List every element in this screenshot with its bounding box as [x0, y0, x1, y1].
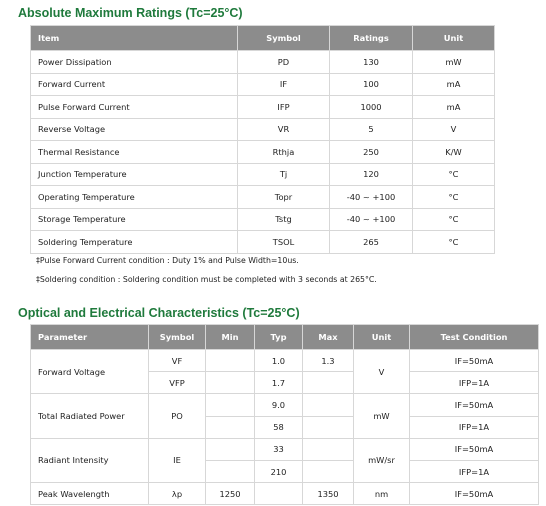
unit-cell: mA: [413, 73, 495, 96]
min-cell: [206, 460, 255, 482]
unit-cell: V: [354, 350, 410, 394]
symbol-cell: IE: [149, 438, 206, 482]
symbol-cell: VF: [149, 350, 206, 372]
max-cell: 1.3: [303, 350, 354, 372]
page-edge: [540, 0, 546, 506]
condition-cell: IF=50mA: [410, 483, 539, 505]
table-header-row: [31, 26, 495, 51]
header-unit: Unit: [413, 26, 495, 51]
unit-cell: mW: [413, 51, 495, 74]
symbol-cell: IFP: [238, 96, 330, 119]
unit-cell: V: [413, 118, 495, 141]
optical-table: [30, 324, 539, 505]
item-cell: Pulse Forward Current: [31, 96, 238, 119]
table-header-row: [31, 325, 539, 350]
max-cell: [303, 460, 354, 482]
typ-cell: [255, 483, 303, 505]
max-cell: [303, 394, 354, 416]
min-cell: [206, 350, 255, 372]
header-min: Min: [206, 325, 255, 350]
unit-cell: mW: [354, 394, 410, 438]
item-cell: Operating Temperature: [31, 186, 238, 209]
condition-cell: IFP=1A: [410, 460, 539, 482]
table-row: [31, 186, 495, 209]
max-cell: 1350: [303, 483, 354, 505]
symbol-cell: PD: [238, 51, 330, 74]
max-cell: [303, 438, 354, 460]
header-parameter: Parameter: [31, 325, 149, 350]
ratings-cell: 1000: [330, 96, 413, 119]
max-cell: [303, 416, 354, 438]
abs-max-title: Absolute Maximum Ratings (Tc=25°C): [18, 6, 243, 20]
unit-cell: °C: [413, 163, 495, 186]
item-cell: Storage Temperature: [31, 208, 238, 231]
unit-cell: °C: [413, 231, 495, 254]
param-forward-voltage: Forward Voltage: [31, 350, 149, 394]
typ-cell: 58: [255, 416, 303, 438]
min-cell: 1250: [206, 483, 255, 505]
symbol-cell: Topr: [238, 186, 330, 209]
table-row: [31, 141, 495, 164]
max-cell: [303, 372, 354, 394]
ratings-cell: 5: [330, 118, 413, 141]
item-cell: Power Dissipation: [31, 51, 238, 74]
symbol-cell: Tj: [238, 163, 330, 186]
unit-cell: °C: [413, 208, 495, 231]
typ-cell: 210: [255, 460, 303, 482]
ratings-cell: 250: [330, 141, 413, 164]
param-radiated-power: Total Radiated Power: [31, 394, 149, 438]
table-row: [31, 208, 495, 231]
header-typ: Typ: [255, 325, 303, 350]
param-radiant-intensity: Radiant Intensity: [31, 438, 149, 482]
table-row: [31, 350, 539, 372]
table-row: [31, 118, 495, 141]
header-test-condition: Test Condition: [410, 325, 539, 350]
header-symbol: Symbol: [149, 325, 206, 350]
min-cell: [206, 372, 255, 394]
header-symbol: Symbol: [238, 26, 330, 51]
table-row: [31, 483, 539, 505]
symbol-cell: TSOL: [238, 231, 330, 254]
unit-cell: mW/sr: [354, 438, 410, 482]
symbol-cell: IF: [238, 73, 330, 96]
condition-cell: IF=50mA: [410, 438, 539, 460]
ratings-cell: 120: [330, 163, 413, 186]
table-row: [31, 438, 539, 460]
item-cell: Soldering Temperature: [31, 231, 238, 254]
header-ratings: Ratings: [330, 26, 413, 51]
unit-cell: mA: [413, 96, 495, 119]
symbol-cell: Tstg: [238, 208, 330, 231]
ratings-cell: -40 ~ +100: [330, 208, 413, 231]
condition-cell: IFP=1A: [410, 372, 539, 394]
optical-title: Optical and Electrical Characteristics (Tc=25°C): [18, 306, 300, 320]
symbol-cell: PO: [149, 394, 206, 438]
typ-cell: 33: [255, 438, 303, 460]
ratings-cell: -40 ~ +100: [330, 186, 413, 209]
table-row: [31, 51, 495, 74]
table-row: [31, 394, 539, 416]
header-item: Item: [31, 26, 238, 51]
min-cell: [206, 416, 255, 438]
header-max: Max: [303, 325, 354, 350]
header-unit: Unit: [354, 325, 410, 350]
symbol-cell: VR: [238, 118, 330, 141]
symbol-cell: λp: [149, 483, 206, 505]
symbol-cell: Rthja: [238, 141, 330, 164]
ratings-cell: 130: [330, 51, 413, 74]
note-soldering: ‡Soldering condition : Soldering condition must be completed with 3 seconds at 265°C.: [36, 275, 377, 284]
condition-cell: IF=50mA: [410, 350, 539, 372]
ratings-cell: 100: [330, 73, 413, 96]
item-cell: Reverse Voltage: [31, 118, 238, 141]
typ-cell: 1.7: [255, 372, 303, 394]
condition-cell: IFP=1A: [410, 416, 539, 438]
unit-cell: nm: [354, 483, 410, 505]
abs-max-table: [30, 25, 495, 254]
note-pulse: ‡Pulse Forward Current condition : Duty 1% and Pulse Width=10us.: [36, 256, 299, 265]
ratings-cell: 265: [330, 231, 413, 254]
condition-cell: IF=50mA: [410, 394, 539, 416]
item-cell: Thermal Resistance: [31, 141, 238, 164]
table-row: [31, 163, 495, 186]
table-row: [31, 96, 495, 119]
table-row: [31, 231, 495, 254]
table-row: [31, 73, 495, 96]
symbol-cell: VFP: [149, 372, 206, 394]
typ-cell: 1.0: [255, 350, 303, 372]
typ-cell: 9.0: [255, 394, 303, 416]
unit-cell: °C: [413, 186, 495, 209]
min-cell: [206, 438, 255, 460]
unit-cell: K/W: [413, 141, 495, 164]
item-cell: Junction Temperature: [31, 163, 238, 186]
item-cell: Forward Current: [31, 73, 238, 96]
min-cell: [206, 394, 255, 416]
param-peak-wavelength: Peak Wavelength: [31, 483, 149, 505]
